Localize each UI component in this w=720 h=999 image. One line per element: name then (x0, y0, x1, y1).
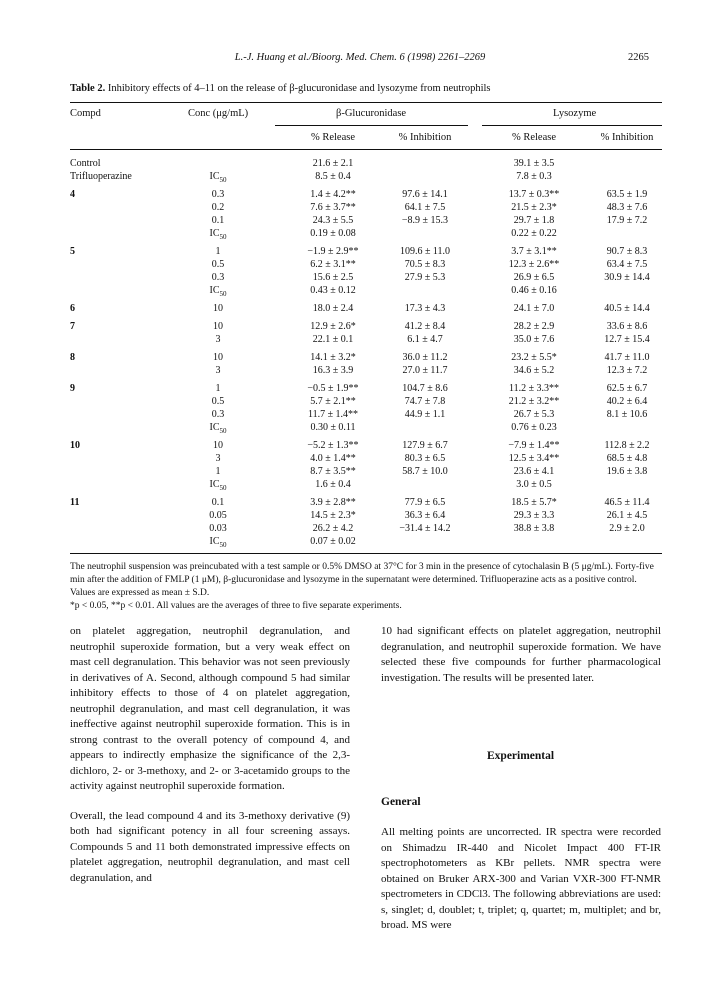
cell-concentration: 10 (213, 440, 223, 451)
table-header-rule (70, 149, 662, 150)
cell-lysozyme-inhibition: 62.5 ± 6.7 (606, 383, 648, 394)
cell-lysozyme-inhibition: 30.9 ± 14.4 (604, 272, 650, 283)
cell-glucuronidase-release: 8.5 ± 0.4 (315, 171, 351, 182)
table-top-rule (70, 102, 662, 103)
cell-lysozyme-inhibition: 12.7 ± 15.4 (604, 334, 650, 345)
cell-glucuronidase-release: 4.0 ± 1.4** (310, 453, 356, 464)
cell-glucuronidase-inhibition: 64.1 ± 7.5 (404, 202, 446, 213)
table-bottom-rule (70, 553, 662, 554)
cell-glucuronidase-inhibition: −8.9 ± 15.3 (401, 215, 449, 226)
cell-glucuronidase-inhibition: 17.3 ± 4.3 (404, 303, 446, 314)
paragraph: on platelet aggregation, neutrophil degranulation, and neutrophil superoxide formation, but a very weak effect on mast cell degranulation. This behavior was not seen previously in derivatives of A. Second, although compound 5 had similar inhibitory effects to those of 4 on platelet aggregation, neutrophil degranulation, and mast cell degranulation, it was ineffective against neutrophil superoxide formation. This is in strong contrast to the overall potency of compound 4, and appears to indirectly emphasize the significance of the 2,3-dichloro, 2- or 3-methoxy, and 2- or 3-acetamido groups to the activity against neutrophil superoxide formation. (70, 625, 350, 792)
cell-lysozyme-inhibition: 112.8 ± 2.2 (604, 440, 650, 451)
cell-lysozyme-inhibition: 40.2 ± 6.4 (606, 396, 648, 407)
col-header-lysozyme: Lysozyme (553, 108, 597, 119)
cell-glucuronidase-inhibition: 44.9 ± 1.1 (404, 409, 446, 420)
cell-glucuronidase-inhibition: 77.9 ± 6.5 (404, 497, 446, 508)
cell-lysozyme-inhibition: 19.6 ± 3.8 (606, 466, 648, 477)
cell-glucuronidase-release: 0.19 ± 0.08 (310, 228, 356, 239)
table-caption-text: Inhibitory effects of 4–11 on the release of β-glucuronidase and lysozyme from neutrophils (107, 83, 491, 94)
cell-lysozyme-inhibition: 17.9 ± 7.2 (606, 215, 648, 226)
section-heading-experimental: Experimental (487, 750, 555, 762)
cell-concentration: $IC_{50}$ (209, 422, 227, 435)
cell-glucuronidase-release: 6.2 ± 3.1** (310, 259, 356, 270)
cell-glucuronidase-inhibition: 70.5 ± 8.3 (404, 259, 446, 270)
cell-concentration: 0.3 (211, 409, 225, 420)
cell-lysozyme-release: 29.7 ± 1.8 (513, 215, 555, 226)
cell-glucuronidase-release: 1.6 ± 0.4 (315, 479, 351, 490)
cell-compound: Trifluoperazine (70, 171, 132, 182)
cell-lysozyme-release: 3.7 ± 3.1** (511, 246, 557, 257)
cell-lysozyme-release: 26.7 ± 5.3 (513, 409, 555, 420)
cell-glucuronidase-release: −0.5 ± 1.9** (307, 383, 359, 394)
cell-glucuronidase-inhibition: 97.6 ± 14.1 (402, 189, 448, 200)
cell-concentration: 10 (213, 321, 223, 332)
cell-lysozyme-inhibition: 33.6 ± 8.6 (606, 321, 648, 332)
cell-lysozyme-release: −7.9 ± 1.4** (508, 440, 560, 451)
cell-lysozyme-release: 28.2 ± 2.9 (513, 321, 555, 332)
cell-concentration: 10 (213, 303, 223, 314)
cell-lysozyme-release: 13.7 ± 0.3** (508, 189, 560, 200)
cell-lysozyme-release: 23.6 ± 4.1 (513, 466, 555, 477)
paragraph: 10 had significant effects on platelet aggregation, neutrophil degranulation, and neutrophil superoxide formation. We have selected these five compounds for further pharmacological investigation. The results will be presented later. (381, 625, 661, 684)
cell-glucuronidase-release: 15.6 ± 2.5 (312, 272, 354, 283)
cell-lysozyme-inhibition: 41.7 ± 11.0 (604, 352, 650, 363)
cell-glucuronidase-release: 22.1 ± 0.1 (312, 334, 354, 345)
table-caption (70, 83, 660, 94)
cell-concentration: 0.2 (211, 202, 225, 213)
col-header-conc: Conc (μg/mL) (188, 108, 249, 119)
cell-compound: 10 (70, 440, 80, 451)
cell-lysozyme-release: 12.3 ± 2.6** (508, 259, 560, 270)
cell-lysozyme-inhibition: 40.5 ± 14.4 (604, 303, 650, 314)
cell-lysozyme-inhibition: 8.1 ± 10.6 (606, 409, 648, 420)
running-header (0, 52, 720, 68)
cell-concentration: $IC_{50}$ (209, 285, 227, 298)
cell-concentration: 0.1 (211, 215, 225, 226)
cell-glucuronidase-inhibition: 74.7 ± 7.8 (404, 396, 446, 407)
right-column-lower (381, 825, 661, 948)
right-column (381, 624, 661, 700)
cell-compound: 9 (70, 383, 75, 394)
cell-lysozyme-release: 12.5 ± 3.4** (508, 453, 560, 464)
cell-lysozyme-inhibition: 2.9 ± 2.0 (609, 523, 645, 534)
cell-concentration: 3 (215, 365, 221, 376)
cell-lysozyme-inhibition: 68.5 ± 4.8 (606, 453, 648, 464)
paragraph: Overall, the lead compound 4 and its 3-methoxy derivative (9) both had significant potency in all four screening assays. Compounds 5 and 11 both demonstrated impressive effects on platelet aggregation, neutrophil degranulation, and mast cell degranulation, and (70, 809, 350, 884)
cell-concentration: 1 (215, 383, 221, 394)
left-column (70, 624, 350, 900)
cell-glucuronidase-release: 11.7 ± 1.4** (307, 409, 359, 420)
cell-lysozyme-inhibition: 63.5 ± 1.9 (606, 189, 648, 200)
cell-concentration: 0.05 (209, 510, 227, 521)
cell-lysozyme-release: 26.9 ± 6.5 (513, 272, 555, 283)
cell-glucuronidase-inhibition: 109.6 ± 11.0 (399, 246, 451, 257)
col-header-compd: Compd (70, 108, 101, 119)
cell-glucuronidase-release: 8.7 ± 3.5** (310, 466, 356, 477)
cell-compound: 8 (70, 352, 75, 363)
cell-concentration: $IC_{50}$ (209, 228, 227, 241)
cell-glucuronidase-release: −5.2 ± 1.3** (307, 440, 359, 451)
cell-lysozyme-release: 29.3 ± 3.3 (513, 510, 555, 521)
cell-concentration: 0.03 (209, 523, 227, 534)
cell-concentration: $IC_{50}$ (209, 536, 227, 549)
table-footnotes (70, 561, 662, 613)
cell-glucuronidase-release: 18.0 ± 2.4 (312, 303, 354, 314)
cell-lysozyme-release: 39.1 ± 3.5 (513, 158, 555, 169)
cell-glucuronidase-release: 24.3 ± 5.5 (312, 215, 354, 226)
cell-lysozyme-release: 0.46 ± 0.16 (511, 285, 557, 296)
cell-glucuronidase-release: 1.4 ± 4.2** (310, 189, 356, 200)
journal-reference: L.-J. Huang et al./Bioorg. Med. Chem. 6 (1998) 2261–2269 (234, 52, 486, 63)
cell-glucuronidase-inhibition: 104.7 ± 8.6 (402, 383, 448, 394)
page-number: 2265 (628, 52, 649, 63)
sub-header-release-2: % Release (511, 132, 557, 143)
cell-compound: Control (70, 158, 101, 169)
cell-glucuronidase-inhibition: 58.7 ± 10.0 (402, 466, 448, 477)
cell-glucuronidase-inhibition: 80.3 ± 6.5 (404, 453, 446, 464)
cell-lysozyme-inhibition: 26.1 ± 4.5 (606, 510, 648, 521)
cell-glucuronidase-inhibition: 27.0 ± 11.7 (402, 365, 448, 376)
cell-glucuronidase-inhibition: −31.4 ± 14.2 (399, 523, 451, 534)
sub-header-inhibition-1: % Inhibition (398, 132, 452, 143)
table-label: Table 2. (70, 83, 106, 94)
cell-glucuronidase-release: 5.7 ± 2.1** (310, 396, 356, 407)
cell-glucuronidase-inhibition: 27.9 ± 5.3 (404, 272, 446, 283)
cell-concentration: 0.5 (211, 396, 225, 407)
cell-lysozyme-inhibition: 90.7 ± 8.3 (606, 246, 648, 257)
cell-lysozyme-release: 21.5 ± 2.3* (511, 202, 557, 213)
cell-lysozyme-release: 0.76 ± 0.23 (511, 422, 557, 433)
cell-concentration: 0.5 (211, 259, 225, 270)
cell-lysozyme-release: 3.0 ± 0.5 (516, 479, 552, 490)
cell-glucuronidase-release: 7.6 ± 3.7** (310, 202, 356, 213)
cell-glucuronidase-release: 14.5 ± 2.3* (310, 510, 356, 521)
cell-lysozyme-release: 24.1 ± 7.0 (513, 303, 555, 314)
cell-glucuronidase-inhibition: 41.2 ± 8.4 (404, 321, 446, 332)
cell-lysozyme-release: 34.6 ± 5.2 (513, 365, 555, 376)
cell-glucuronidase-release: 21.6 ± 2.1 (312, 158, 354, 169)
cell-glucuronidase-release: 14.1 ± 3.2* (310, 352, 356, 363)
footnote-methods: The neutrophil suspension was preincubated with a test sample or 0.5% DMSO at 37°C for 3 min in the presence of cytochalasin B (5 μg/mL). Forty-five min after the addition of FMLP (1 μM), β-glucuronidase and lysozyme in the supernatant were determined. Trifluoperazine acts as a positive control. Values are expressed as mean ± S.D. (70, 562, 654, 598)
cell-lysozyme-release: 18.5 ± 5.7* (511, 497, 557, 508)
cell-glucuronidase-inhibition: 127.9 ± 6.7 (402, 440, 448, 451)
cell-glucuronidase-inhibition: 36.3 ± 6.4 (404, 510, 446, 521)
cell-lysozyme-inhibition: 48.3 ± 7.6 (606, 202, 648, 213)
cell-glucuronidase-release: 0.30 ± 0.11 (310, 422, 356, 433)
cell-lysozyme-inhibition: 12.3 ± 7.2 (606, 365, 648, 376)
cell-lysozyme-release: 7.8 ± 0.3 (516, 171, 552, 182)
section-heading-general: General (381, 796, 421, 808)
cell-glucuronidase-inhibition: 36.0 ± 11.2 (402, 352, 448, 363)
cell-glucuronidase-inhibition: 6.1 ± 4.7 (407, 334, 443, 345)
cell-lysozyme-release: 0.22 ± 0.22 (511, 228, 557, 239)
cell-concentration: 3 (215, 453, 221, 464)
cell-compound: 11 (70, 497, 80, 508)
sub-header-release-1: % Release (310, 132, 356, 143)
cell-glucuronidase-release: 3.9 ± 2.8** (310, 497, 356, 508)
cell-concentration: 0.3 (211, 189, 225, 200)
cell-lysozyme-inhibition: 63.4 ± 7.5 (606, 259, 648, 270)
cell-glucuronidase-release: 26.2 ± 4.2 (312, 523, 354, 534)
cell-lysozyme-release: 11.2 ± 3.3** (508, 383, 560, 394)
group1-rule (275, 125, 468, 126)
cell-concentration: 1 (215, 246, 221, 257)
cell-lysozyme-release: 35.0 ± 7.6 (513, 334, 555, 345)
cell-concentration: 0.3 (211, 272, 225, 283)
cell-concentration: 0.1 (211, 497, 225, 508)
cell-compound: 7 (70, 321, 75, 332)
cell-glucuronidase-release: 12.9 ± 2.6* (310, 321, 356, 332)
group2-rule (482, 125, 662, 126)
cell-compound: 4 (70, 189, 75, 200)
cell-lysozyme-release: 23.2 ± 5.5* (511, 352, 557, 363)
footnote-significance: *p < 0.05, **p < 0.01. All values are the averages of three to five separate experiments. (70, 601, 402, 611)
cell-glucuronidase-release: 0.43 ± 0.12 (310, 285, 356, 296)
cell-compound: 6 (70, 303, 75, 314)
cell-concentration: 3 (215, 334, 221, 345)
cell-concentration: 1 (215, 466, 221, 477)
cell-glucuronidase-release: 16.3 ± 3.9 (312, 365, 354, 376)
cell-concentration: 10 (213, 352, 223, 363)
cell-concentration: $IC_{50}$ (209, 171, 227, 184)
cell-glucuronidase-release: 0.07 ± 0.02 (310, 536, 356, 547)
cell-concentration: $IC_{50}$ (209, 479, 227, 492)
col-header-glucuronidase: β-Glucuronidase (336, 108, 407, 119)
cell-lysozyme-inhibition: 46.5 ± 11.4 (604, 497, 650, 508)
cell-glucuronidase-release: −1.9 ± 2.9** (307, 246, 359, 257)
cell-compound: 5 (70, 246, 75, 257)
cell-lysozyme-release: 21.2 ± 3.2** (508, 396, 560, 407)
sub-header-inhibition-2: % Inhibition (600, 132, 654, 143)
paragraph: All melting points are uncorrected. IR spectra were recorded on Shimadzu IR-440 and Nicolet Impact 400 FT-IR spectrophotometers as KBr pellets. NMR spectra were obtained on Bruker ARX-300 and Varian VXR-300 FT-NMR spectrometers in CDCl3. The following abbreviations are used: s, singlet; d, doublet; t, triplet; q, quartet; m, multiplet; and br, broad. MS were (381, 826, 661, 931)
cell-lysozyme-release: 38.8 ± 3.8 (513, 523, 555, 534)
